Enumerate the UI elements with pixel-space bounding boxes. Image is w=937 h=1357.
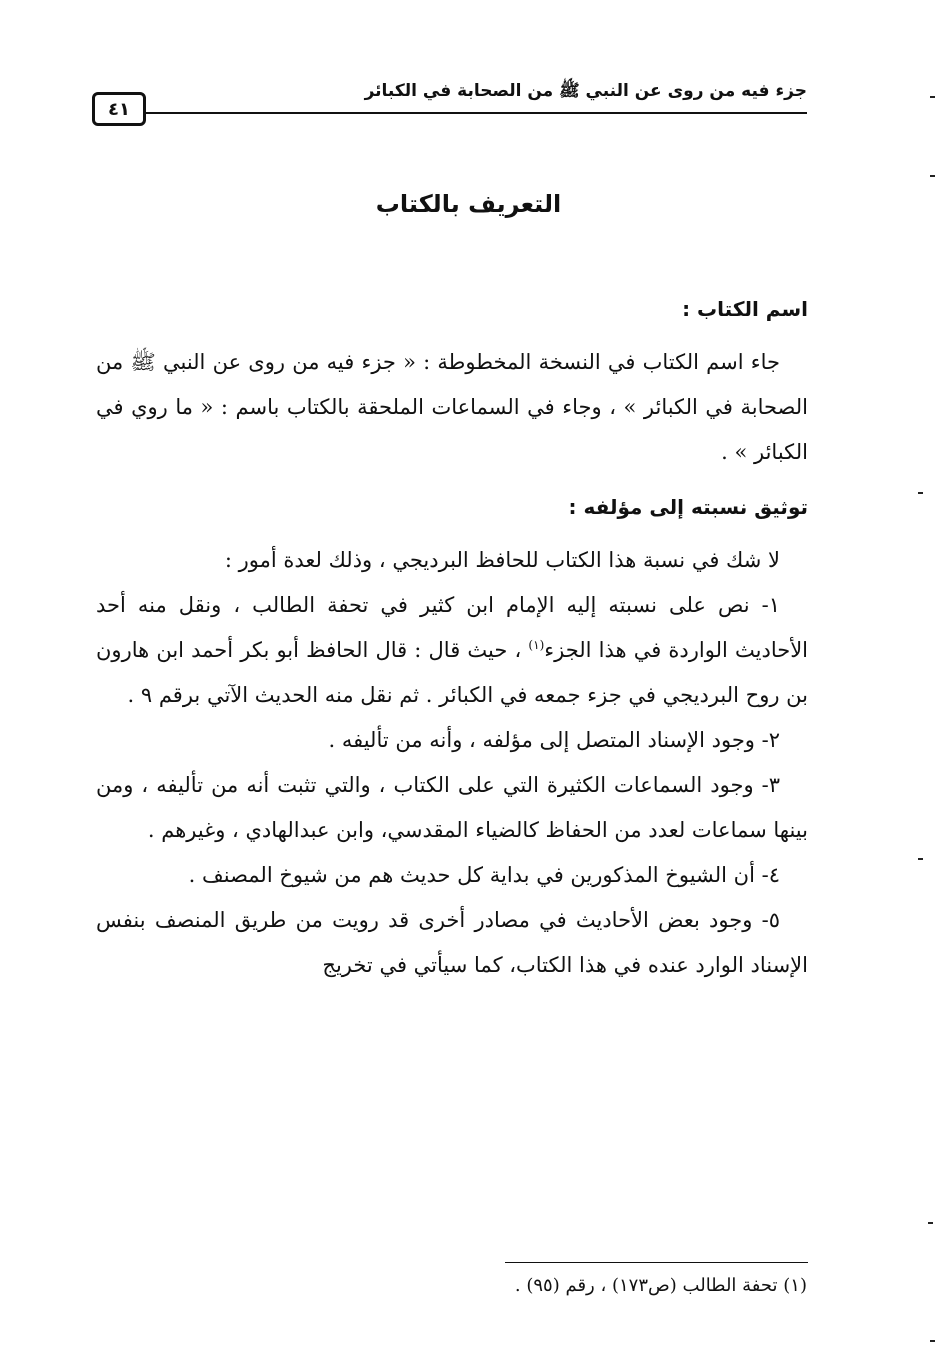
footnote-rule [505,1262,808,1263]
footnote: (١) تحفة الطالب (ص١٧٣) ، رقم (٩٥) . [514,1275,807,1296]
scan-mark [930,1340,935,1342]
book-name-heading: اسم الكتاب : [682,297,808,321]
list-item-1 [96,583,808,718]
list-item-1-text-a: ١- نص على نسبته إليه الإمام ابن كثير في تحفة الطالب ، ونقل منه أحد الأحاديث الواردة في هذا الجزء [96,593,809,662]
page-number: ٤١ [108,98,130,120]
page-body [96,285,808,988]
running-header-title: جزء فيه من روى عن النبي ﷺ من الصحابة في الكبائر [364,81,807,101]
scan-mark [930,96,935,98]
header-rule [145,112,807,114]
list-item-3: ٣- وجود السماعات الكثيرة التي على الكتاب ، والتي تثبت أنه من تأليفه ، ومن بينها سماعات لعدد من الحفاظ كالضياء المقدسي، وابن عبدالهادي ، وغيرهم . [96,773,808,842]
scan-mark [918,858,923,860]
scan-mark [930,175,935,177]
footnote-ref: (١) [528,638,545,652]
section-title: التعريف بالكتاب [375,190,562,218]
list-item-1-text-b: ، حيث قال : قال الحافظ أبو بكر أحمد ابن هارون بن روح البرديجي في جزء جمعه في الكبائر . ثم نقل منه الحديث الآتي برقم ٩ . [96,638,808,707]
list-item-2: ٢- وجود الإسناد المتصل إلى مؤلفه ، وأنه من تأليفه . [328,728,780,752]
list-item-5: ٥- وجود بعض الأحاديث في مصادر أخرى قد رويت من طريق المنصف بنفس الإسناد الوارد عنده في هذا الكتاب، كما سيأتي في تخريج [96,908,808,977]
page-number-box [92,92,146,126]
book-name-paragraph: جاء اسم الكتاب في النسخة المخطوطة : « جزء فيه من روى عن النبي ﷺ من الصحابة في الكبائر » ، وجاء في السماعات الملحقة بالكتاب باسم : « ما روي في الكبائر » . [96,350,808,464]
attribution-heading: توثيق نسبته إلى مؤلفه : [568,495,808,519]
list-item-4: ٤- أن الشيوخ المذكورين في بداية كل حديث هم من شيوخ المصنف . [188,863,780,887]
scan-mark [918,492,923,494]
attribution-intro: لا شك في نسبة هذا الكتاب للحافظ البرديجي ، وذلك لعدة أمور : [224,548,780,572]
scan-mark [928,1222,933,1224]
